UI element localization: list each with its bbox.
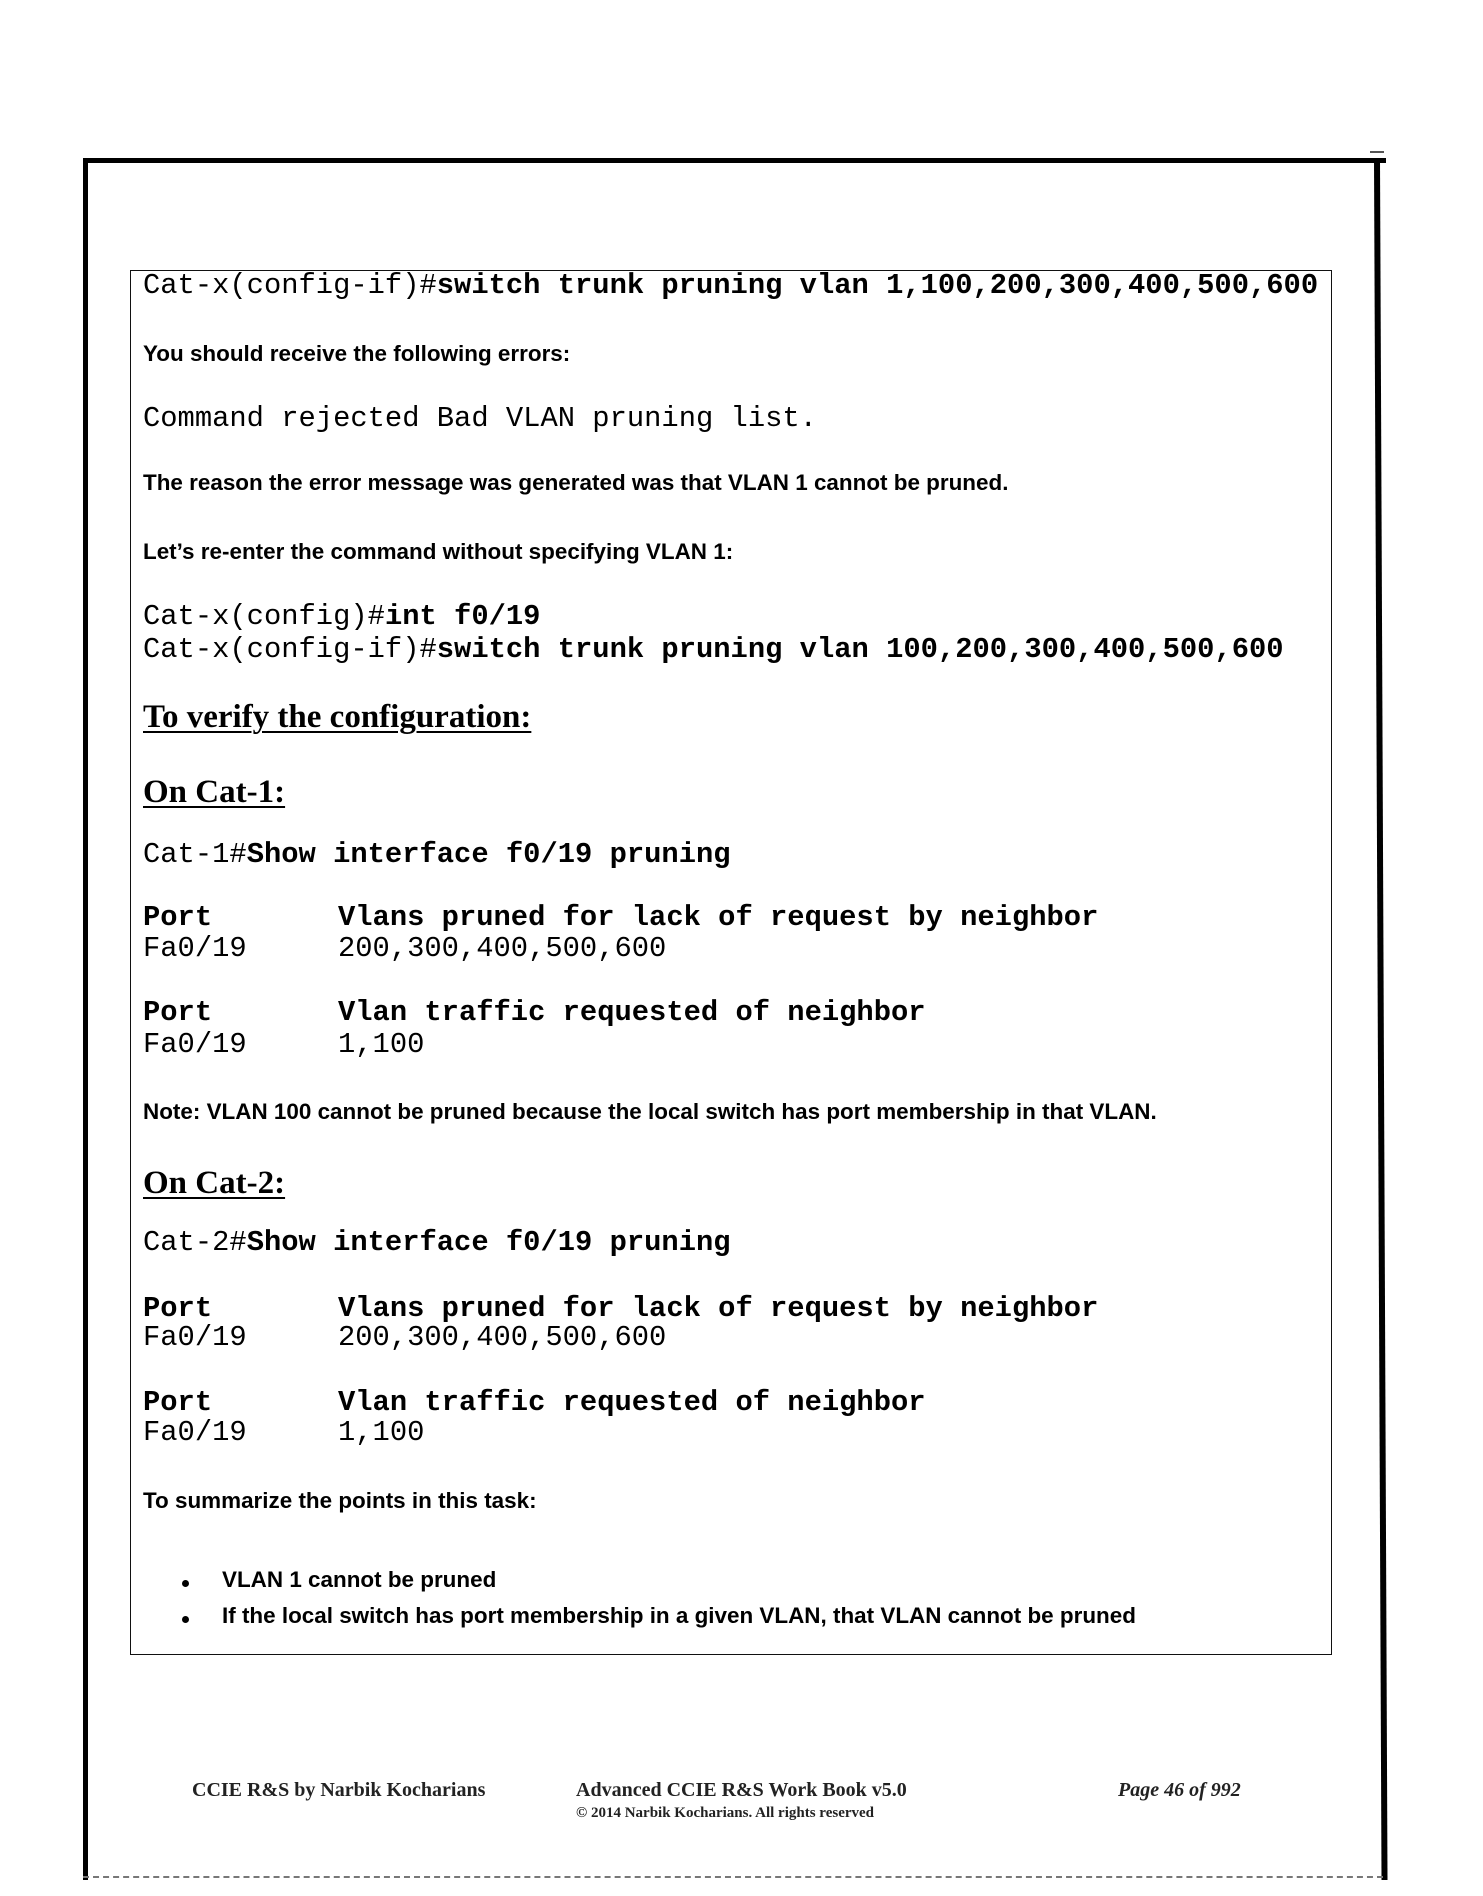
col1-value: Fa0/19 — [143, 1321, 247, 1354]
errors-intro-text: You should receive the following errors: — [143, 341, 571, 366]
col1-value: Fa0/19 — [143, 1416, 247, 1449]
col1-header: Port — [143, 901, 213, 934]
page-frame-left-border — [83, 158, 88, 1880]
command-line-reenter-1 — [143, 600, 541, 633]
reason-text: The reason the error message was generated was that VLAN 1 cannot be pruned. — [143, 470, 1009, 495]
col1-header: Port — [143, 1386, 213, 1419]
cli-prompt: Cat-2# — [143, 1226, 247, 1259]
table-row — [143, 1416, 425, 1449]
summary-intro: To summarize the points in this task: — [143, 1488, 537, 1513]
show-command-cat-1 — [143, 838, 731, 871]
footer-author: CCIE R&S by Narbik Kocharians — [192, 1779, 486, 1801]
col2-header: Vlans pruned for lack of request by neighbor — [338, 901, 1099, 934]
cli-command: switch trunk pruning vlan 1,100,200,300,400,500,600 — [436, 269, 1319, 302]
footer-book-title: Advanced CCIE R&S Work Book v5.0 — [576, 1779, 907, 1801]
cli-command: switch trunk pruning vlan 100,200,300,400,500,600 — [436, 633, 1284, 666]
col2-header: Vlan traffic requested of neighbor — [338, 1386, 926, 1419]
heading-verify: To verify the configuration: — [143, 699, 532, 735]
show-command-cat-2 — [143, 1226, 731, 1259]
cli-command: Show interface f0/19 pruning — [246, 1226, 731, 1259]
cli-prompt: Cat-x(config-if)# — [143, 633, 437, 666]
col2-value: 1,100 — [338, 1416, 425, 1449]
command-line-reenter-2 — [143, 633, 1284, 666]
table-header-row — [143, 996, 926, 1029]
bullet-icon — [182, 1616, 189, 1623]
note-text: Note: VLAN 100 cannot be pruned because the local switch has port membership in that VLAN. — [143, 1099, 1157, 1124]
scan-mark — [1370, 151, 1384, 153]
footer-page-number: Page 46 of 992 — [1118, 1779, 1241, 1801]
page-frame-bottom-border — [83, 1876, 1383, 1878]
col1-value: Fa0/19 — [143, 932, 247, 965]
cli-prompt: Cat-x(config)# — [143, 600, 385, 633]
page-frame-right-border — [1374, 160, 1388, 1880]
footer-copyright: © 2014 Narbik Kocharians. All rights reserved — [576, 1805, 875, 1821]
col2-header: Vlan traffic requested of neighbor — [338, 996, 926, 1029]
cli-command: int f0/19 — [384, 600, 541, 633]
error-output: Command rejected Bad VLAN pruning list. — [143, 402, 817, 435]
table-header-row — [143, 1386, 926, 1419]
col2-value: 200,300,400,500,600 — [338, 1321, 667, 1354]
reenter-text: Let’s re-enter the command without specifying VLAN 1: — [143, 539, 734, 564]
table-row — [143, 1028, 425, 1061]
heading-cat-2: On Cat-2: — [143, 1165, 286, 1201]
table-header-row — [143, 1292, 1099, 1325]
col2-value: 1,100 — [338, 1028, 425, 1061]
page-frame-top-border — [83, 158, 1386, 163]
summary-point: VLAN 1 cannot be pruned — [222, 1567, 497, 1592]
summary-point: If the local switch has port membership in a given VLAN, that VLAN cannot be pruned — [222, 1603, 1136, 1628]
col2-value: 200,300,400,500,600 — [338, 932, 667, 965]
cli-prompt: Cat-1# — [143, 838, 247, 871]
col1-header: Port — [143, 996, 213, 1029]
col2-header: Vlans pruned for lack of request by neighbor — [338, 1292, 1099, 1325]
table-row — [143, 932, 667, 965]
command-line-first — [143, 269, 1319, 302]
cli-command: Show interface f0/19 pruning — [246, 838, 731, 871]
heading-cat-1: On Cat-1: — [143, 774, 286, 810]
cli-prompt: Cat-x(config-if)# — [143, 269, 437, 302]
col1-header: Port — [143, 1292, 213, 1325]
table-row — [143, 1321, 667, 1354]
table-header-row — [143, 901, 1099, 934]
bullet-icon — [182, 1580, 189, 1587]
col1-value: Fa0/19 — [143, 1028, 247, 1061]
